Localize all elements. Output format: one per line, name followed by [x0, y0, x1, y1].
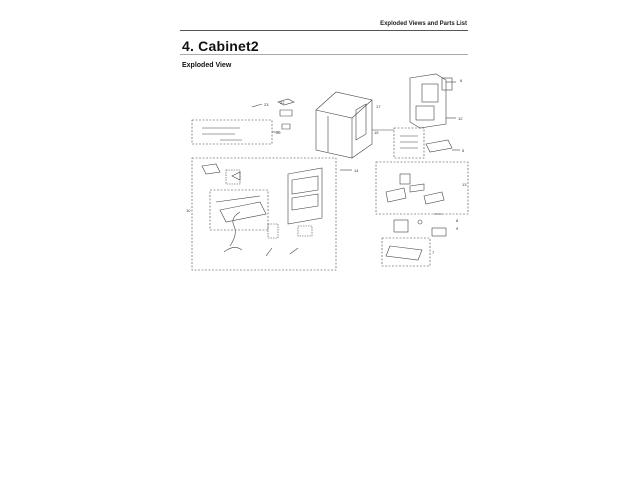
pcb-board [426, 140, 452, 152]
inner-parts-box [192, 158, 336, 270]
control-group-box [394, 128, 424, 158]
svg-text:15: 15 [374, 130, 379, 135]
header-divider [180, 30, 468, 31]
svg-text:9: 9 [456, 226, 459, 231]
running-header: Exploded Views and Parts List [380, 21, 467, 27]
svg-text:6: 6 [460, 78, 463, 83]
base-group-box [382, 238, 430, 266]
svg-text:10: 10 [186, 208, 191, 213]
svg-text:5: 5 [462, 148, 465, 153]
cabinet-outer [316, 92, 372, 158]
svg-text:7: 7 [432, 250, 435, 255]
svg-text:13: 13 [462, 182, 467, 187]
fan-group-box [376, 162, 468, 214]
svg-text:14: 14 [354, 168, 359, 173]
svg-text:22: 22 [280, 100, 285, 105]
section-subtitle: Exploded View [182, 62, 232, 69]
page-title: 4. Cabinet2 [182, 38, 259, 54]
svg-text:23: 23 [264, 102, 269, 107]
screw-group-box [192, 120, 272, 144]
base-bracket [386, 246, 422, 260]
drawer-part [220, 202, 266, 222]
title-divider [180, 54, 468, 55]
tube-part [230, 212, 240, 246]
exploded-view-diagram [180, 70, 470, 280]
svg-text:12: 12 [458, 116, 463, 121]
svg-text:17: 17 [376, 104, 381, 109]
svg-text:8: 8 [456, 218, 459, 223]
svg-text:20: 20 [276, 130, 281, 135]
